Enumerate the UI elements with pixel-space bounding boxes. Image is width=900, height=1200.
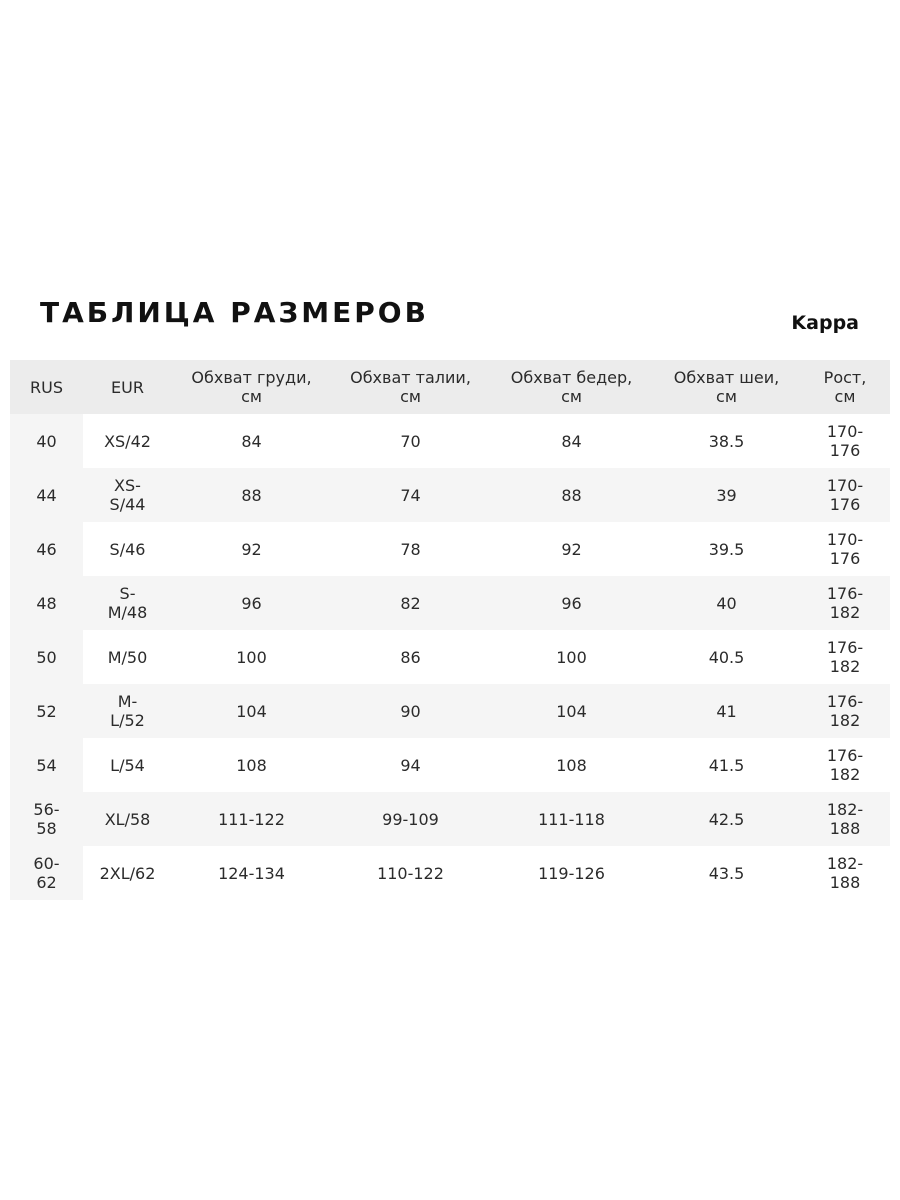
table-cell bbox=[800, 414, 890, 468]
table-cell-value: 40 bbox=[36, 431, 57, 451]
table-cell-value: 170- 176 bbox=[826, 476, 864, 514]
column-header-label: Обхват шеи, см bbox=[673, 368, 780, 406]
table-cell bbox=[490, 738, 653, 792]
table-cell-value: 104 bbox=[236, 701, 267, 721]
brand-name: Kappa bbox=[791, 312, 859, 334]
table-cell bbox=[653, 468, 800, 522]
column-header-waist bbox=[331, 360, 490, 414]
table-cell bbox=[10, 846, 83, 900]
table-row bbox=[10, 738, 890, 792]
table-cell bbox=[331, 738, 490, 792]
table-cell bbox=[83, 684, 172, 738]
table-cell-value: 92 bbox=[561, 539, 582, 559]
table-cell bbox=[653, 792, 800, 846]
table-cell bbox=[490, 414, 653, 468]
table-cell bbox=[172, 468, 331, 522]
table-cell bbox=[83, 630, 172, 684]
table-cell bbox=[172, 792, 331, 846]
table-cell-value: 40 bbox=[716, 593, 737, 613]
table-cell-value: 41 bbox=[716, 701, 737, 721]
table-cell-value: 176- 182 bbox=[826, 638, 864, 676]
table-cell bbox=[653, 630, 800, 684]
table-row bbox=[10, 792, 890, 846]
table-cell bbox=[331, 576, 490, 630]
column-header-eur bbox=[83, 360, 172, 414]
table-cell-value: S- M/48 bbox=[107, 584, 148, 622]
table-cell-value: 46 bbox=[36, 539, 57, 559]
table-cell bbox=[653, 414, 800, 468]
table-cell bbox=[331, 630, 490, 684]
table-cell-value: 84 bbox=[561, 431, 582, 451]
table-cell bbox=[172, 684, 331, 738]
table-cell-value: 82 bbox=[400, 593, 421, 613]
column-header-label: EUR bbox=[111, 377, 144, 397]
table-cell bbox=[653, 684, 800, 738]
table-cell bbox=[331, 846, 490, 900]
table-cell-value: 50 bbox=[36, 647, 57, 667]
size-chart-table bbox=[10, 360, 890, 900]
table-cell bbox=[83, 846, 172, 900]
table-cell-value: 110-122 bbox=[377, 863, 444, 883]
table-cell bbox=[83, 414, 172, 468]
table-cell-value: 100 bbox=[236, 647, 267, 667]
table-row bbox=[10, 414, 890, 468]
table-cell-value: 96 bbox=[561, 593, 582, 613]
table-cell-value: 182- 188 bbox=[826, 854, 864, 892]
table-cell bbox=[331, 414, 490, 468]
table-cell bbox=[653, 846, 800, 900]
table-cell bbox=[172, 522, 331, 576]
table-cell-value: 56- 58 bbox=[33, 800, 60, 838]
table-cell bbox=[10, 522, 83, 576]
table-cell-value: 90 bbox=[400, 701, 421, 721]
table-cell-value: 176- 182 bbox=[826, 746, 864, 784]
table-cell-value: 60- 62 bbox=[33, 854, 60, 892]
table-cell-value: 170- 176 bbox=[826, 422, 864, 460]
table-cell bbox=[490, 684, 653, 738]
table-row bbox=[10, 846, 890, 900]
column-header-label: Обхват груди, см bbox=[191, 368, 312, 406]
table-cell bbox=[800, 468, 890, 522]
table-header-row bbox=[10, 360, 890, 414]
table-cell bbox=[172, 738, 331, 792]
table-row bbox=[10, 522, 890, 576]
table-cell-value: S/46 bbox=[109, 539, 146, 559]
table-cell bbox=[490, 630, 653, 684]
table-cell-value: XS- S/44 bbox=[109, 476, 146, 514]
table-cell-value: 124-134 bbox=[218, 863, 285, 883]
table-body bbox=[10, 414, 890, 900]
table-cell bbox=[800, 738, 890, 792]
table-cell bbox=[331, 522, 490, 576]
table-cell bbox=[10, 738, 83, 792]
column-header-label: Обхват талии, см bbox=[350, 368, 471, 406]
table-cell bbox=[83, 738, 172, 792]
table-cell-value: 48 bbox=[36, 593, 57, 613]
table-cell bbox=[172, 414, 331, 468]
table-cell-value: 99-109 bbox=[382, 809, 439, 829]
table-row bbox=[10, 576, 890, 630]
table-cell bbox=[10, 414, 83, 468]
table-cell bbox=[490, 792, 653, 846]
table-cell-value: 182- 188 bbox=[826, 800, 864, 838]
table-cell-value: XS/42 bbox=[104, 431, 151, 451]
table-cell bbox=[10, 468, 83, 522]
table-cell-value: 176- 182 bbox=[826, 584, 864, 622]
table-cell-value: 41.5 bbox=[708, 755, 745, 775]
table-cell bbox=[653, 576, 800, 630]
table-cell-value: 111-118 bbox=[538, 809, 605, 829]
column-header-rus bbox=[10, 360, 83, 414]
table-cell-value: 70 bbox=[400, 431, 421, 451]
table-cell-value: 88 bbox=[241, 485, 262, 505]
table-cell-value: 111-122 bbox=[218, 809, 285, 829]
column-header-label: Рост, см bbox=[823, 368, 867, 406]
column-header-height bbox=[800, 360, 890, 414]
table-cell-value: 119-126 bbox=[538, 863, 605, 883]
table-cell-value: 84 bbox=[241, 431, 262, 451]
table-cell bbox=[800, 684, 890, 738]
table-cell-value: 96 bbox=[241, 593, 262, 613]
table-cell-value: 74 bbox=[400, 485, 421, 505]
table-cell-value: L/54 bbox=[110, 755, 145, 775]
table-cell bbox=[10, 792, 83, 846]
table-cell bbox=[172, 630, 331, 684]
table-cell-value: 176- 182 bbox=[826, 692, 864, 730]
table-cell-value: 40.5 bbox=[708, 647, 745, 667]
column-header-label: RUS bbox=[30, 377, 63, 397]
table-cell bbox=[83, 522, 172, 576]
table-cell bbox=[800, 846, 890, 900]
table-cell bbox=[331, 468, 490, 522]
column-header-hips bbox=[490, 360, 653, 414]
table-cell bbox=[10, 630, 83, 684]
table-cell-value: 108 bbox=[556, 755, 587, 775]
table-cell bbox=[331, 792, 490, 846]
table-cell-value: 39 bbox=[716, 485, 737, 505]
table-cell-value: 43.5 bbox=[708, 863, 745, 883]
table-cell-value: 86 bbox=[400, 647, 421, 667]
table-cell-value: 88 bbox=[561, 485, 582, 505]
table-cell-value: 92 bbox=[241, 539, 262, 559]
table-cell bbox=[490, 576, 653, 630]
table-cell-value: 78 bbox=[400, 539, 421, 559]
table-cell bbox=[490, 522, 653, 576]
table-cell-value: M- L/52 bbox=[110, 692, 145, 730]
table-row bbox=[10, 468, 890, 522]
table-cell-value: 170- 176 bbox=[826, 530, 864, 568]
table-cell bbox=[800, 792, 890, 846]
table-cell-value: 54 bbox=[36, 755, 57, 775]
table-cell-value: 42.5 bbox=[708, 809, 745, 829]
page-title: ТАБЛИЦА РАЗМЕРОВ bbox=[40, 296, 429, 329]
table-cell bbox=[490, 468, 653, 522]
table-cell bbox=[800, 576, 890, 630]
table-cell-value: 108 bbox=[236, 755, 267, 775]
table-cell bbox=[83, 468, 172, 522]
table-cell-value: 100 bbox=[556, 647, 587, 667]
table-cell-value: M/50 bbox=[107, 647, 148, 667]
table-cell bbox=[331, 684, 490, 738]
table-cell bbox=[10, 684, 83, 738]
table-cell bbox=[83, 576, 172, 630]
table-cell bbox=[172, 846, 331, 900]
table-cell bbox=[653, 738, 800, 792]
table-cell bbox=[653, 522, 800, 576]
table-cell bbox=[490, 846, 653, 900]
column-header-label: Обхват бедер, см bbox=[510, 368, 633, 406]
table-cell-value: 2XL/62 bbox=[99, 863, 156, 883]
table-cell bbox=[10, 576, 83, 630]
column-header-chest bbox=[172, 360, 331, 414]
table-cell-value: 38.5 bbox=[708, 431, 745, 451]
table-cell bbox=[83, 792, 172, 846]
table-cell bbox=[800, 522, 890, 576]
table-cell-value: 52 bbox=[36, 701, 57, 721]
table-cell-value: 39.5 bbox=[708, 539, 745, 559]
table-cell-value: 44 bbox=[36, 485, 57, 505]
table-cell-value: XL/58 bbox=[104, 809, 151, 829]
table-row bbox=[10, 684, 890, 738]
table-cell bbox=[800, 630, 890, 684]
table-cell-value: 94 bbox=[400, 755, 421, 775]
table-cell-value: 104 bbox=[556, 701, 587, 721]
table-cell bbox=[172, 576, 331, 630]
table-row bbox=[10, 630, 890, 684]
column-header-neck bbox=[653, 360, 800, 414]
